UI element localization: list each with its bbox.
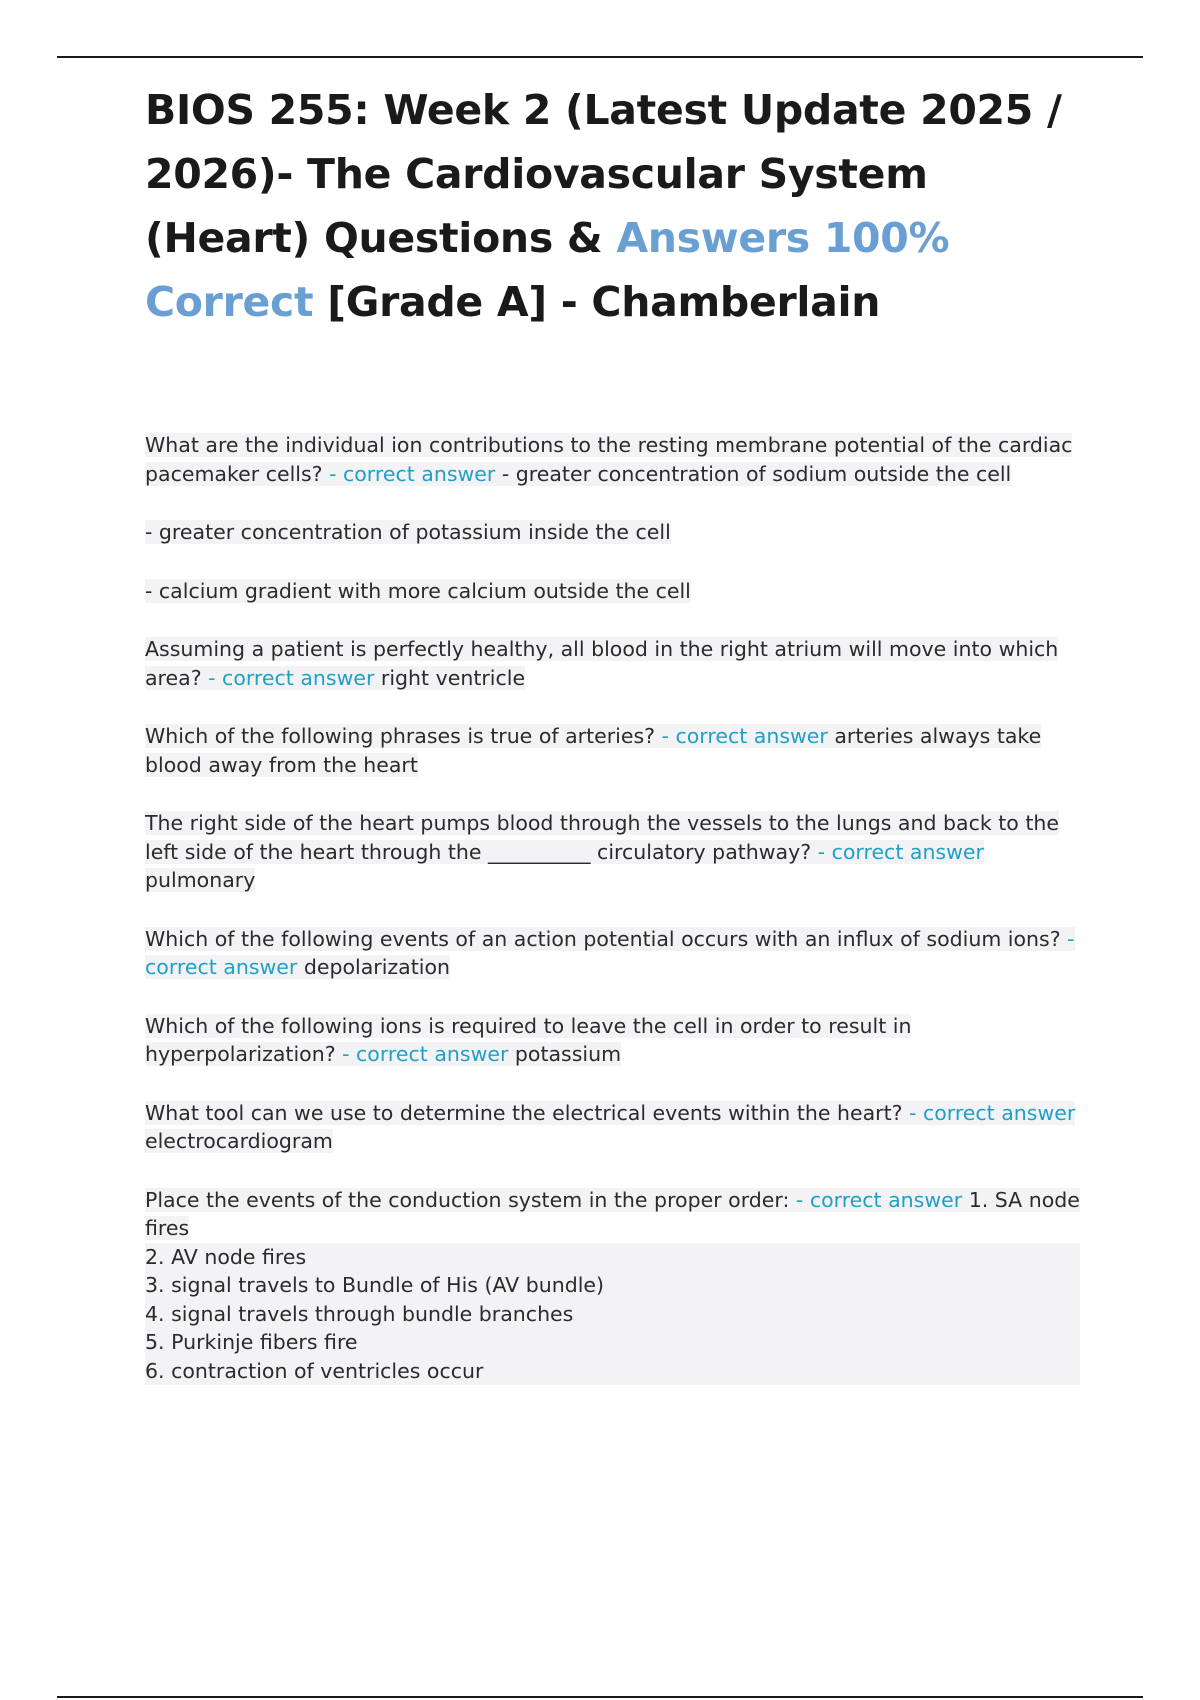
question-text: What tool can we use to determine the electrical events within the heart? [145,1100,903,1125]
qa-item-3 [145,577,1080,606]
correct-answer-marker: - correct answer [342,1042,509,1066]
answer-text: right ventricle [374,665,526,690]
answer-continuation: - calcium gradient with more calcium outside the cell [145,578,691,603]
correct-answer-marker: - correct answer [817,839,984,864]
qa-item-2 [145,518,1080,547]
question-text: Assuming a patient is perfectly healthy, all blood in the right atrium will move into which area? [145,637,1059,690]
qa-item-4 [145,635,1080,692]
correct-answer-marker: - correct answer [208,665,375,690]
answer-continuation: - greater concentration of potassium inside the cell [145,520,671,544]
correct-answer-marker: - correct answer [145,926,1075,979]
ordered-step: 2. AV node fires [145,1243,1080,1272]
correct-answer-marker: - correct answer [661,724,828,748]
ordered-step: 6. contraction of ventricles occur [145,1357,1080,1386]
qa-item-6 [145,809,1080,895]
document-page [145,78,1080,1415]
qa-item-8 [145,1012,1080,1069]
question-text: Which of the following events of an action potential occurs with an influx of sodium ions? [145,926,1061,951]
document-title [145,78,1080,334]
answer-text: depolarization [297,955,451,979]
qa-item-5 [145,722,1080,779]
answer-text: pulmonary [145,868,256,892]
question-text: Place the events of the conduction system in the proper order: [145,1187,790,1212]
qa-list [145,431,1080,1385]
top-rule [57,56,1143,58]
question-text: Which of the following ions is required to leave the cell in order to result in hyperpolarization? [145,1013,912,1066]
title-part-1: BIOS 255: Week 2 (Latest Update 2025 / 2026)- The Cardiovascular System (Heart) Questions & [145,86,1062,262]
question-text: What are the individual ion contributions to the resting membrane potential of the cardiac pacemaker cells? [145,433,1073,486]
answer-text: - greater concentration of sodium outside the cell [495,461,1012,486]
qa-item-7 [145,925,1080,982]
ordered-step: 3. signal travels to Bundle of His (AV bundle) [145,1271,1080,1300]
answer-text: potassium [508,1042,622,1066]
title-highlight: Answers 100% Correct [145,214,950,326]
answer-text: arteries always take blood away from the heart [145,724,1042,777]
answer-text: electrocardiogram [145,1129,333,1153]
question-text: Which of the following phrases is true of arteries? [145,724,656,748]
answer-text: 1. SA node fires [145,1187,1080,1240]
ordered-step: 4. signal travels through bundle branches [145,1300,1080,1329]
question-text: The right side of the heart pumps blood through the vessels to the lungs and back to the left side of the heart through the __________ circulatory pathway? [145,811,1059,864]
qa-item-9 [145,1099,1080,1156]
correct-answer-marker: - correct answer [909,1100,1076,1125]
correct-answer-marker: - correct answer [329,461,496,486]
correct-answer-marker: - correct answer [795,1187,963,1212]
bottom-rule [57,1696,1143,1698]
ordered-step: 5. Purkinje fibers fire [145,1328,1080,1357]
qa-item-10 [145,1186,1080,1386]
qa-item-1 [145,431,1080,488]
title-part-2: [Grade A] - Chamberlain [313,278,881,326]
